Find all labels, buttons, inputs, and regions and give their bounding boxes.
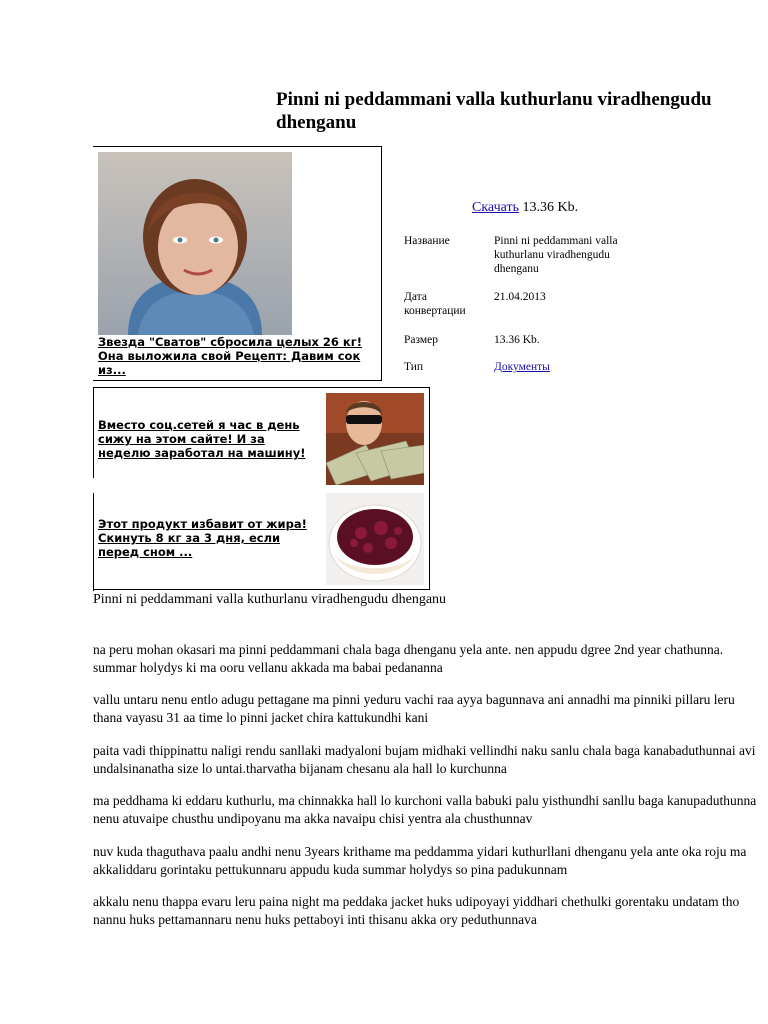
meta-type-label: Тип (404, 361, 424, 373)
paragraph-2: vallu untaru nenu entlo adugu pettagane ma pinni yeduru vachi raa ayya bagunnava ani annadhi ma pinniki pillaru leru thana vayasu 31 aa time lo pinni jacket chira kattukundhi kani (93, 692, 735, 725)
download-link[interactable]: Скачать (472, 200, 519, 215)
paragraph-4: ma peddhama ki eddaru kuthurlu, ma chinnakka hall lo kurchoni valla babuki palu yisthundhi sanllu baga kanupaduthunna nenu atuvaipe chusthu undipoyanu ma akka navaipu chisi yentra ala chusthunnav (93, 793, 757, 826)
meta-type-value (494, 360, 654, 374)
download-line (472, 200, 578, 216)
ad-link-3[interactable]: Этот продукт избавит от жира! Скинуть 8 кг за 3 дня, если перед сном ... (98, 517, 307, 559)
meta-name-value: Pinni ni peddammani valla kuthurlanu viradhengudu dhenganu (494, 235, 618, 275)
document-subtitle: Pinni ni peddammani valla kuthurlanu viradhengudu dhenganu (93, 592, 447, 607)
woman-portrait-image[interactable] (98, 152, 292, 335)
ad-link-1[interactable]: Звезда "Сватов" сбросила целых 26 кг! Она выложила свой Рецепт: Давим сок из... (98, 335, 362, 377)
download-size: 13.36 Kb. (522, 200, 579, 215)
ad-link-2[interactable]: Вместо соц.сетей я час в день сижу на этом сайте! И за неделю заработал на машину! (98, 418, 306, 460)
paragraph-3: paita vadi thippinattu naligi rendu sanllaki madyaloni bujam midhaki vellindhi naku sanlu chala baga kanabaduthunnai avi undalsinanatha size lo untai.tharvatha bijanam chesanu ala hall lo kurchunna (93, 743, 756, 776)
meta-size-label: Размер (404, 334, 439, 346)
meta-size-value: 13.36 Kb. (494, 334, 540, 346)
meta-date-label: Дата конвертации (404, 291, 466, 317)
page-title: Pinni ni peddammani valla kuthurlanu viradhengudu dhenganu (276, 89, 712, 133)
meta-type-link[interactable]: Документы (494, 361, 550, 373)
ad-block-1[interactable] (93, 146, 382, 381)
man-with-money-image[interactable] (326, 393, 424, 485)
paragraph-1: na peru mohan okasari ma pinni peddammani chala baga dhenganu yela ante. nen appudu dgree 2nd year chathunna. summar holydys ki ma ooru vellanu akkada ma babai pedananna (93, 642, 724, 675)
meta-date-value: 21.04.2013 (494, 291, 546, 303)
beet-salad-bowl-image[interactable] (326, 493, 424, 585)
paragraph-6: akkalu nenu thappa evaru leru paina night ma peddaka jacket huks udipoyayi yiddhari chethulki gorentaku undatam tho nannu huks pettamannaru nenu huks pettaboyi inti thisanu akka ory peduthunnava (93, 894, 740, 927)
paragraph-5: nuv kuda thaguthava paalu andhi nenu 3years krithame ma peddamma yidari kuthurllani dhenganu yela ante oka roju ma akkaliddaru gorintaku pettukunnaru appudu kuda summar holydys so pina padukunnam (93, 844, 747, 877)
meta-name-label: Название (404, 235, 450, 247)
ad-block-2[interactable] (93, 387, 430, 590)
